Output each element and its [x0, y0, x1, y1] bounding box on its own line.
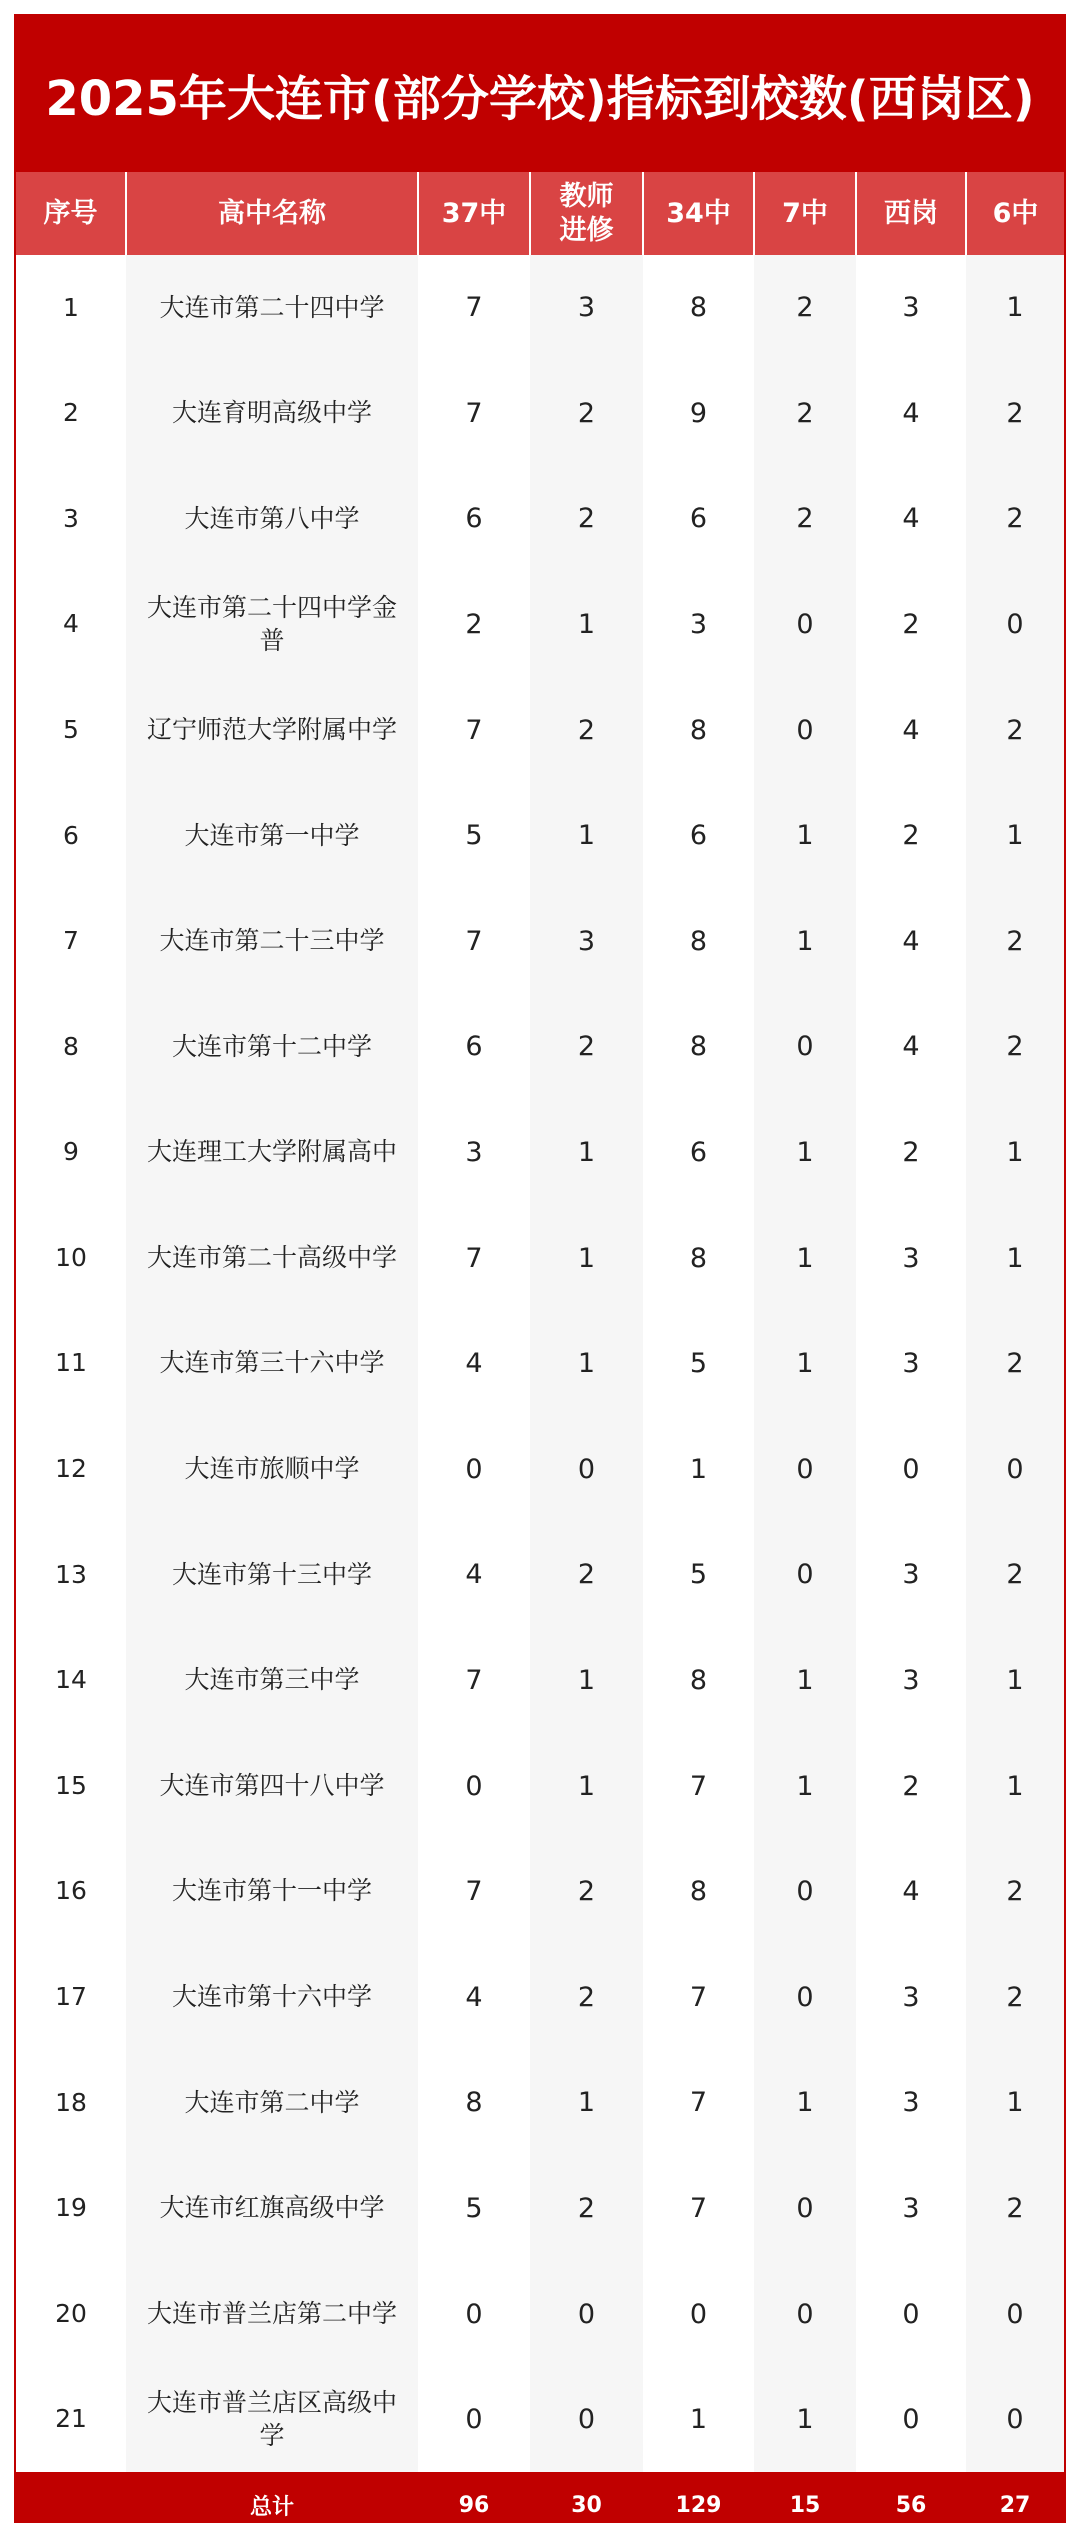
- count-teacher-training: 2: [530, 994, 643, 1100]
- row-index: 1: [63, 292, 79, 322]
- count-37: 7: [465, 292, 483, 324]
- count-teacher-training: 1: [530, 2050, 643, 2156]
- count-37: 7: [465, 1242, 483, 1274]
- count-6: 2: [966, 1522, 1064, 1628]
- count-37: 5: [465, 2192, 483, 2224]
- count-xigang: 3: [902, 1559, 920, 1591]
- count-37: 7: [465, 1876, 483, 1908]
- table-row: [16, 783, 1064, 889]
- count-teacher-training: 2: [530, 466, 643, 572]
- count-7: 0: [754, 2261, 856, 2367]
- count-7: 0: [754, 1417, 856, 1523]
- row-index: 11: [55, 1348, 87, 1378]
- count-xigang: 4: [902, 397, 920, 429]
- table-row: [16, 1311, 1064, 1417]
- table-row: [16, 1945, 1064, 2051]
- count-teacher-training: 1: [530, 1628, 643, 1734]
- count-7: 0: [754, 2156, 856, 2262]
- row-index: 14: [55, 1665, 87, 1695]
- table-row: [16, 1100, 1064, 1206]
- count-7: 1: [754, 783, 856, 889]
- school-name: 大连市第二十高级中学: [126, 1205, 418, 1311]
- row-index: 6: [63, 820, 79, 850]
- count-37: 2: [465, 609, 483, 641]
- count-37: 7: [465, 925, 483, 957]
- table-row: [16, 361, 1064, 467]
- table-row: [16, 1522, 1064, 1628]
- header-34: 34中: [643, 172, 754, 255]
- count-7: 1: [754, 1733, 856, 1839]
- count-7: 0: [754, 677, 856, 783]
- count-6: 1: [966, 1205, 1064, 1311]
- total-label: 总计: [126, 2472, 418, 2523]
- total-row: [16, 2472, 1064, 2523]
- count-6: 1: [966, 255, 1064, 361]
- count-6: 2: [966, 466, 1064, 572]
- count-xigang: 3: [902, 1981, 920, 2013]
- count-37: 3: [465, 1137, 483, 1168]
- count-34: 6: [689, 503, 708, 535]
- count-teacher-training: 2: [530, 2156, 643, 2262]
- count-37: 7: [465, 397, 483, 429]
- count-37: 4: [465, 1981, 483, 2013]
- count-7: 1: [754, 1311, 856, 1417]
- count-34: 8: [689, 1876, 708, 1908]
- table-row: [16, 889, 1064, 995]
- school-name: 大连市第二十四中学金普: [126, 572, 418, 678]
- count-xigang: 3: [902, 2192, 920, 2224]
- count-34: 0: [689, 2298, 708, 2330]
- school-name: 辽宁师范大学附属中学: [126, 677, 418, 783]
- count-teacher-training: 3: [530, 889, 643, 995]
- count-teacher-training: 1: [530, 1311, 643, 1417]
- school-name: 大连市第十一中学: [126, 1839, 418, 1945]
- count-xigang: 2: [902, 1137, 920, 1168]
- count-34: 6: [689, 1137, 708, 1168]
- count-teacher-training: 0: [530, 2367, 643, 2473]
- count-37: 0: [465, 1770, 483, 1802]
- header-teacher-training: [530, 172, 643, 255]
- count-37: 0: [465, 2404, 483, 2436]
- count-teacher-training: 0: [530, 1417, 643, 1523]
- count-xigang: 3: [902, 2087, 920, 2119]
- row-index: 18: [55, 2087, 87, 2117]
- count-6: 2: [966, 889, 1064, 995]
- table-row: [16, 1628, 1064, 1734]
- count-37: 7: [465, 1664, 483, 1696]
- count-7: 1: [754, 1100, 856, 1206]
- count-xigang: 4: [902, 714, 920, 746]
- header-teacher-training-label: 教师进修: [559, 180, 614, 246]
- total-37: 96: [418, 2472, 530, 2523]
- row-index: 5: [63, 714, 79, 744]
- header-xigang: 西岗: [856, 172, 966, 255]
- count-6: 1: [966, 1628, 1064, 1734]
- count-37: 0: [465, 1453, 483, 1485]
- count-teacher-training: 1: [530, 572, 643, 678]
- table-row: [16, 2050, 1064, 2156]
- count-37: 6: [465, 503, 483, 535]
- school-name: 大连市第十二中学: [126, 994, 418, 1100]
- school-name: 大连市第四十八中学: [126, 1733, 418, 1839]
- school-name: 大连市第二十三中学: [126, 889, 418, 995]
- total-index: [16, 2472, 126, 2523]
- count-xigang: 4: [902, 925, 920, 957]
- count-teacher-training: 1: [530, 1100, 643, 1206]
- count-34: 8: [689, 292, 708, 324]
- count-34: 1: [689, 2404, 708, 2436]
- table-row: [16, 1733, 1064, 1839]
- count-7: 2: [754, 255, 856, 361]
- table-row: [16, 2261, 1064, 2367]
- total-7: 15: [754, 2472, 856, 2523]
- table-row: [16, 994, 1064, 1100]
- count-6: 0: [966, 572, 1064, 678]
- table-row: [16, 2156, 1064, 2262]
- row-index: 16: [55, 1876, 87, 1906]
- page-title: 2025年大连市(部分学校)指标到校数(西岗区): [16, 16, 1064, 172]
- row-index: 13: [55, 1559, 87, 1589]
- row-index: 7: [63, 926, 79, 956]
- count-37: 5: [465, 820, 483, 852]
- count-34: 1: [689, 1453, 708, 1485]
- header-6: 6中: [966, 172, 1064, 255]
- table-row: [16, 572, 1064, 678]
- count-xigang: 4: [902, 1876, 920, 1908]
- count-7: 1: [754, 2050, 856, 2156]
- row-index: 10: [55, 1242, 87, 1272]
- table-row: [16, 677, 1064, 783]
- count-6: 2: [966, 1945, 1064, 2051]
- table-frame: [14, 14, 1066, 2523]
- count-teacher-training: 2: [530, 1945, 643, 2051]
- school-name: 大连市普兰店第二中学: [126, 2261, 418, 2367]
- count-teacher-training: 0: [530, 2261, 643, 2367]
- row-index: 12: [55, 1454, 87, 1484]
- row-index: 21: [55, 2404, 87, 2434]
- school-name: 大连市第十六中学: [126, 1945, 418, 2051]
- count-7: 0: [754, 572, 856, 678]
- count-xigang: 4: [902, 1031, 920, 1063]
- count-37: 7: [465, 714, 483, 746]
- school-name: 大连理工大学附属高中: [126, 1100, 418, 1206]
- count-7: 0: [754, 1945, 856, 2051]
- count-7: 1: [754, 1628, 856, 1734]
- count-6: 2: [966, 1311, 1064, 1417]
- count-37: 8: [465, 2087, 483, 2119]
- count-teacher-training: 3: [530, 255, 643, 361]
- table-row: [16, 255, 1064, 361]
- row-index: 8: [63, 1031, 79, 1061]
- count-7: 0: [754, 1522, 856, 1628]
- school-name: 大连市红旗高级中学: [126, 2156, 418, 2262]
- school-name: 大连育明高级中学: [126, 361, 418, 467]
- count-6: 2: [966, 361, 1064, 467]
- count-7: 2: [754, 466, 856, 572]
- count-6: 0: [966, 1417, 1064, 1523]
- school-name: 大连市普兰店区高级中学: [126, 2367, 418, 2473]
- school-name: 大连市旅顺中学: [126, 1417, 418, 1523]
- count-34: 5: [689, 1559, 708, 1591]
- row-index: 3: [63, 503, 79, 533]
- count-37: 6: [465, 1031, 483, 1063]
- count-xigang: 0: [902, 1453, 920, 1485]
- count-7: 0: [754, 994, 856, 1100]
- count-xigang: 2: [902, 820, 920, 852]
- count-6: 0: [966, 2261, 1064, 2367]
- row-index: 9: [63, 1137, 79, 1167]
- count-34: 8: [689, 1664, 708, 1696]
- count-7: 0: [754, 1839, 856, 1945]
- count-xigang: 3: [902, 1664, 920, 1696]
- school-name: 大连市第八中学: [126, 466, 418, 572]
- count-teacher-training: 2: [530, 1839, 643, 1945]
- count-teacher-training: 1: [530, 1205, 643, 1311]
- count-6: 1: [966, 2050, 1064, 2156]
- count-6: 1: [966, 783, 1064, 889]
- count-34: 8: [689, 1031, 708, 1063]
- count-6: 0: [966, 2367, 1064, 2473]
- count-34: 6: [689, 820, 708, 852]
- count-teacher-training: 2: [530, 361, 643, 467]
- count-34: 7: [689, 2192, 708, 2224]
- table-row: [16, 1839, 1064, 1945]
- table-row: [16, 1417, 1064, 1523]
- count-teacher-training: 1: [530, 783, 643, 889]
- row-index: 17: [55, 1982, 87, 2012]
- table-row: [16, 1205, 1064, 1311]
- count-34: 8: [689, 714, 708, 746]
- count-xigang: 3: [902, 1242, 920, 1274]
- header-index: 序号: [16, 172, 126, 255]
- count-34: 7: [689, 1770, 708, 1802]
- row-index: 20: [55, 2298, 87, 2328]
- total-34: 129: [643, 2472, 754, 2523]
- count-34: 3: [689, 609, 708, 641]
- school-name: 大连市第十三中学: [126, 1522, 418, 1628]
- table-row: [16, 2367, 1064, 2473]
- count-37: 0: [465, 2298, 483, 2330]
- count-34: 9: [689, 397, 708, 429]
- school-name: 大连市第二中学: [126, 2050, 418, 2156]
- row-index: 15: [55, 1770, 87, 1800]
- school-name: 大连市第三十六中学: [126, 1311, 418, 1417]
- count-teacher-training: 2: [530, 677, 643, 783]
- count-xigang: 2: [902, 609, 920, 641]
- count-6: 2: [966, 994, 1064, 1100]
- header-row: [16, 172, 1064, 255]
- count-xigang: 0: [902, 2404, 920, 2436]
- count-34: 7: [689, 1981, 708, 2013]
- table-body: [16, 255, 1064, 2472]
- row-index: 19: [55, 2193, 87, 2223]
- count-teacher-training: 1: [530, 1733, 643, 1839]
- count-34: 8: [689, 925, 708, 957]
- school-name: 大连市第一中学: [126, 783, 418, 889]
- header-37: 37中: [418, 172, 530, 255]
- count-6: 1: [966, 1733, 1064, 1839]
- count-34: 8: [689, 1242, 708, 1274]
- header-7: 7中: [754, 172, 856, 255]
- count-xigang: 4: [902, 503, 920, 535]
- count-34: 7: [689, 2087, 708, 2119]
- count-34: 5: [689, 1348, 708, 1380]
- school-name: 大连市第二十四中学: [126, 255, 418, 361]
- school-name: 大连市第三中学: [126, 1628, 418, 1734]
- row-index: 2: [63, 398, 79, 428]
- count-37: 4: [465, 1348, 483, 1380]
- header-school-name: 高中名称: [126, 172, 418, 255]
- count-teacher-training: 2: [530, 1522, 643, 1628]
- count-37: 4: [465, 1559, 483, 1591]
- count-6: 2: [966, 1839, 1064, 1945]
- count-xigang: 3: [902, 292, 920, 324]
- total-teacher-training: 30: [530, 2472, 643, 2523]
- count-6: 2: [966, 2156, 1064, 2262]
- total-6: 27: [966, 2472, 1064, 2523]
- table-row: [16, 466, 1064, 572]
- count-6: 2: [966, 677, 1064, 783]
- count-xigang: 0: [902, 2298, 920, 2330]
- count-7: 1: [754, 889, 856, 995]
- count-xigang: 3: [902, 1348, 920, 1380]
- total-xigang: 56: [856, 2472, 966, 2523]
- count-7: 1: [754, 1205, 856, 1311]
- count-7: 2: [754, 361, 856, 467]
- count-xigang: 2: [902, 1770, 920, 1802]
- quota-table: [16, 172, 1064, 2523]
- row-index: 4: [63, 609, 79, 639]
- count-7: 1: [754, 2367, 856, 2473]
- count-6: 1: [966, 1100, 1064, 1206]
